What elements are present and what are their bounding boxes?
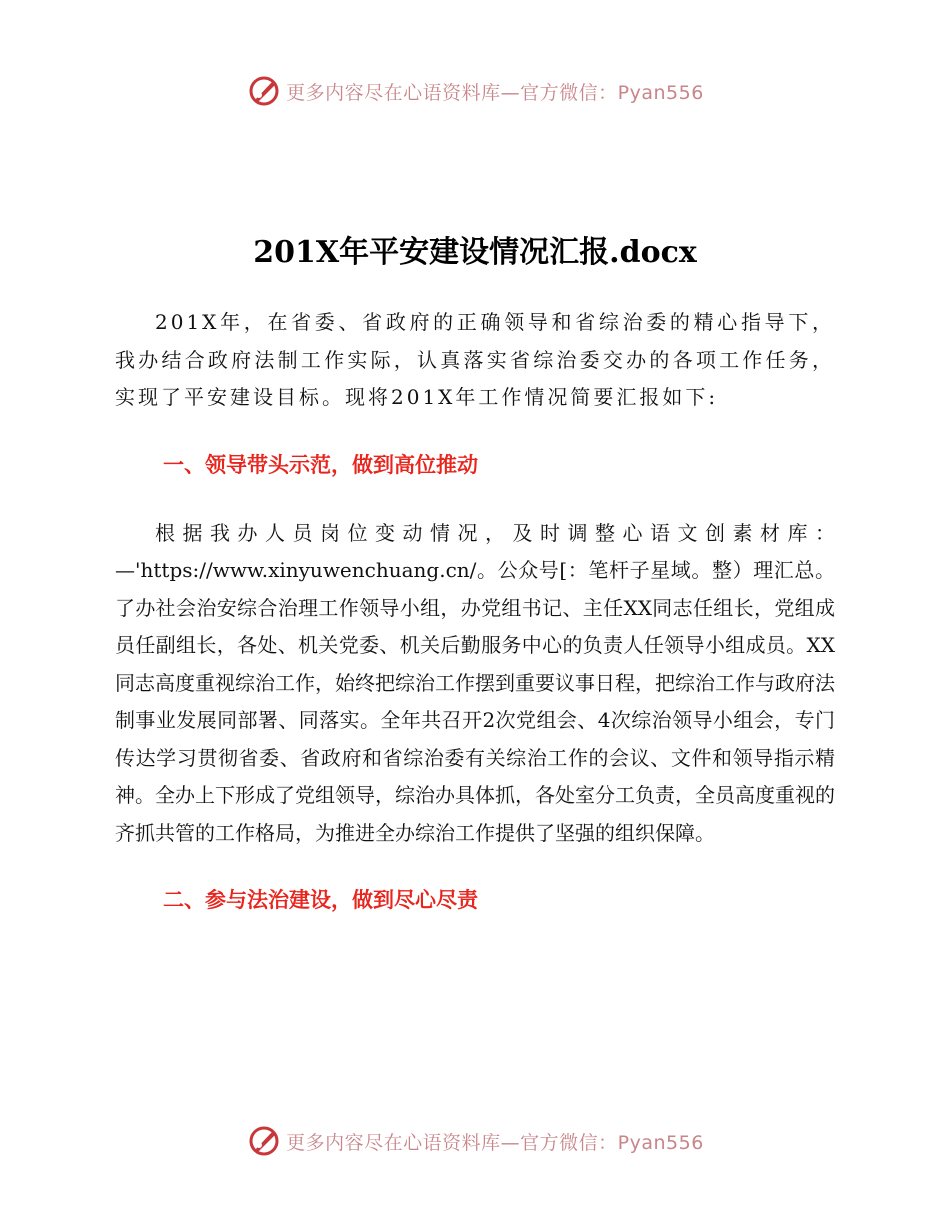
- pen-logo-icon: [246, 73, 282, 109]
- footer-banner-text: 更多内容尽在心语资料库—官方微信：Pyan556: [286, 1131, 704, 1154]
- intro-paragraph: 201X年，在省委、省政府的正确领导和省综治委的精心指导下，我办结合政府法制工作实际，认真落实省综治委交办的各项工作任务，实现了平安建设目标。现将201X年工作情况简要汇报如下:: [115, 310, 835, 409]
- pen-logo-icon: [246, 1123, 282, 1159]
- header-banner-text: 更多内容尽在心语资料库—官方微信：Pyan556: [286, 81, 704, 104]
- section-1-heading: 一、领导带头示范，做到高位推动: [163, 452, 478, 477]
- document-body: [115, 304, 835, 919]
- footer-banner: [0, 1121, 950, 1161]
- header-banner: [0, 71, 950, 111]
- section-1-paragraph: 根据我办人员岗位变动情况，及时调整心语文创素材库：—'https://www.xinyuwenchuang.cn/。公众号[：笔杆子星域。整）理汇总。了办社会治安综合治理工作领导小组，办党组书记、主任XX同志任组长，党组成员任副组长，各处、机关党委、机关后勤服务中心的负责人任领导小组成员。XX同志高度重视综治工作，始终把综治工作摆到重要议事日程，把综治工作与政府法制事业发展同部署、同落实。全年共召开2次党组会、4次综治领导小组会，专门传达学习贯彻省委、省政府和省综治委有关综治工作的会议、文件和领导指示精神。全办上下形成了党组领导，综治办具体抓，各处室分工负责，全员高度重视的齐抓共管的工作格局，为推进全办综治工作提供了坚强的组织保障。: [115, 520, 835, 845]
- section-2-heading: 二、参与法治建设，做到尽心尽责: [163, 888, 478, 912]
- document-title: 201X年平安建设情况汇报.docx: [253, 235, 697, 270]
